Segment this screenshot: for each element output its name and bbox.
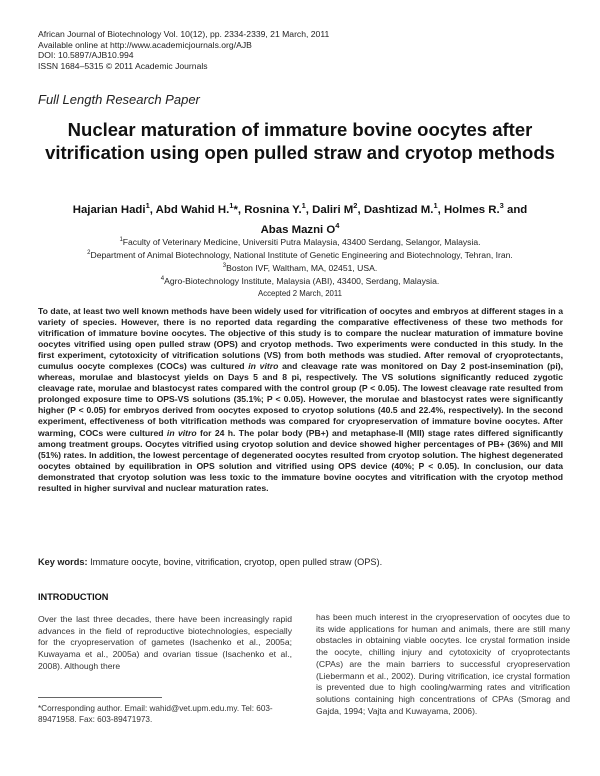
affiliation: $^4$Agro-Biotechnology Institute, Malaysia (ABI), 43400, Serdang, Malaysia.	[160, 275, 440, 286]
author-name: Abd Wahid H.	[155, 203, 230, 216]
author-name: Holmes R.	[443, 203, 500, 216]
author-list	[48, 198, 552, 238]
author-sep: ,	[149, 203, 156, 216]
author-affil-sup: 4	[335, 220, 340, 230]
keywords-text: Immature oocyte, bovine, vitrification, cryotop, open pulled straw (OPS).	[87, 557, 383, 567]
corresponding-author-footnote: *Corresponding author. Email: wahid@vet.upm.edu.my. Tel: 603-89471958. Fax: 603-89471973.	[38, 704, 273, 724]
author-sep: ,	[237, 203, 245, 216]
author-name: Hajarian Hadi	[72, 203, 146, 216]
issn-line: ISSN 1684–5315 © 2011 Academic Journals	[38, 60, 208, 71]
author-affil-sup: 1	[433, 201, 438, 210]
paper-title: Nuclear maturation of immature bovine oocytes after vitrification using open pulled straw and cryotop methods	[45, 119, 555, 163]
doi-line: DOI: 10.5897/AJB10.994	[38, 50, 134, 61]
abstract: To date, at least two well known methods have been widely used for vitrification of oocytes and embryos at different stages in a variety of species. However, there is no reported data regarding the comparative effectiveness of these two methods for vitrification of immature bovine oocytes. The objective of this study is to compare the nuclear maturation of immature bovine oocytes vitrified using open pulled straw (OPS) and cryotop methods. Two experiments were conducted in this study. In the first experiment, cytotoxicity of vitrification solutions (VS) from both methods was studied. After removal of cryoprotectants, cumulus oocyte complexes (COCs) was cultured in vitro and cleavage rate was monitored on Day 2 post-insemination (pi), whereas, morulae and blastocyst yields on Days 5 and 8 pi, respectively. The VS solutions significantly reduced zygotic cleavage rate, morulae and blastocyst rates compared with the control group (P < 0.05). The lowest cleavage rate resulted from prolonged exposure time to OPS-VS solutions (35.1%; P < 0.05). However, the morulae and blastocyst rates were significantly higher (P < 0.05) for embryos derived from oocytes exposed to cryotop solutions (40.5 and 22.4%, respectively). In the second experiment, effectiveness of both vitrification methods was compared for cryopreservation of immature bovine oocytes. After warming, COCs were cultured in vitro for 24 h. The polar body (PB+) and metaphase-II (MII) stage rates differed significantly among treatment groups. Oocytes vitrified using cryotop solution and device showed higher percentages of PB+ (36%) and MII (51%) rates. In addition, the lowest percentage of degenerated oocytes resulted from cryotop solution. The highest degenerated oocytes obtained by equilibration in OPS solution and vitrified using OPS device (40%; P < 0.05). In conclusion, our data demonstrated that cryotop solution was less toxic to the immature bovine oocytes and vitrification with the cryotop method resulted in higher survival and nuclear maturation rates.	[38, 306, 563, 493]
author-name: Daliri M	[312, 203, 354, 216]
author-affil-sup: 1	[145, 201, 150, 210]
author-affil-sup: 2	[353, 201, 358, 210]
affiliation: $^2$Department of Animal Biotechnology, National Institute of Genetic Engineering and Biotechnology, Tehran, Iran.	[87, 249, 513, 260]
author-sep: ,	[305, 203, 313, 216]
author-name: Abas Mazni O	[260, 223, 336, 236]
footnote-divider	[38, 697, 162, 698]
affiliations	[40, 235, 560, 286]
author-sep: and	[503, 203, 528, 216]
affiliation: $^1$Faculty of Veterinary Medicine, Universiti Putra Malaysia, 43400 Serdang, Selangor, Malaysia.	[119, 236, 481, 247]
author-affil-sup: 1	[229, 201, 234, 210]
keywords-label: Key words:	[38, 557, 88, 567]
keywords	[38, 557, 563, 567]
author-name: Dashtizad M.	[363, 203, 434, 216]
author-name: Rosnina Y.	[244, 203, 302, 216]
journal-header	[38, 29, 329, 71]
author-sep: ,	[437, 203, 444, 216]
section-heading-introduction: INTRODUCTION	[38, 592, 109, 602]
author-affil-sup: 3	[499, 201, 504, 210]
affiliation: $^3$Boston IVF, Waltham, MA, 02451, USA.	[222, 262, 378, 273]
author-sep: ,	[357, 203, 364, 216]
journal-citation: African Journal of Biotechnology Vol. 10(12), pp. 2334-2339, 21 March, 2011	[38, 29, 330, 39]
accepted-date: Accepted 2 March, 2011	[258, 289, 342, 298]
introduction-right-column: has been much interest in the cryopreservation of oocytes due to its wide applications for human and animals, there are still many obstacles in obtaining viable oocytes. Ice crystal formation inside the oocyte, chilling injury and cytotoxicity of cryoprotectants (CPAs) are the main barriers to successful cryopreservation (Liebermann et al., 2002). During vitrification, ice crystal formation is prevented due to high cooling/warming rates and vitrification solutions containing high concentrations of CPAs (Smorag and Gajda, 1994; Vajta and Kuwayama, 2006).	[316, 612, 570, 716]
author-affil-sup: 1	[301, 201, 306, 210]
availability-line: Available online at http://www.academicjournals.org/AJB	[38, 39, 252, 50]
corresponding-mark: *	[233, 203, 238, 216]
paper-type: Full Length Research Paper	[38, 92, 200, 107]
introduction-left-column: Over the last three decades, there have been increasingly rapid advances in the field of reproductive biotechnologies, especially for the cryopreservation of gametes (Isachenko et al., 2005a; Kuwayama et al., 2005a) and ovarian tissue (Isachenko et al., 2008). Although there	[38, 614, 292, 671]
